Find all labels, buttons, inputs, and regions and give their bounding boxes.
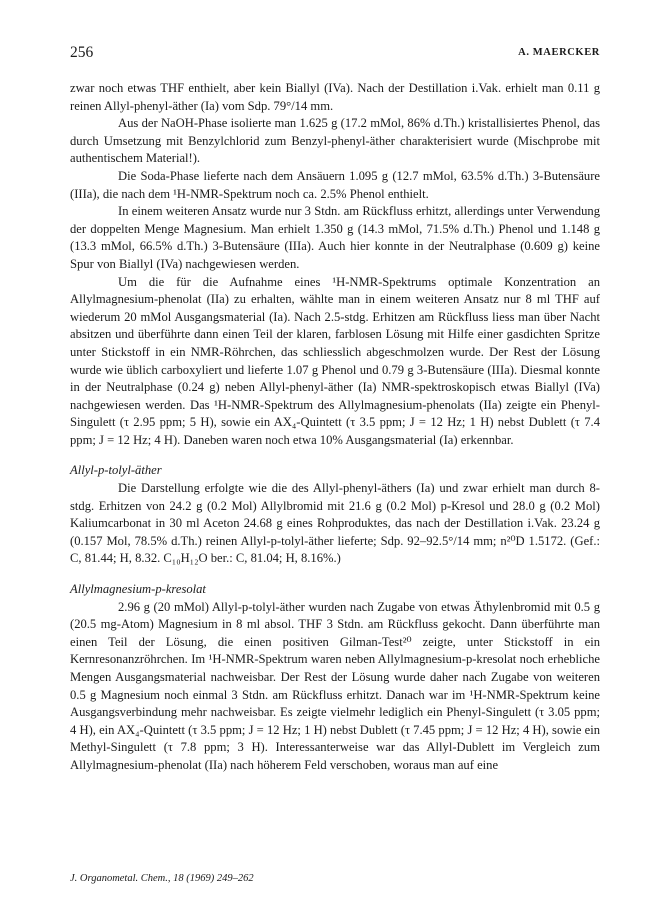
page-number: 256: [70, 44, 94, 61]
paragraph: Aus der NaOH-Phase isolierte man 1.625 g (17.2 mMol, 86% d.Th.) kristallisiertes Phenol, das durch Umsetzung mit Benzylchlorid zum Benzyl-phenyl-äther charakterisiert wurde (Mischprobe mit authentischem Material!).: [70, 116, 600, 166]
paragraph: Die Darstellung erfolgte wie die des Allyl-phenyl-äthers (Ia) und zwar erhielt man durch 8-stdg. Erhitzen von 24.2 g (0.2 Mol) Allylbromid mit 21.6 g (0.2 Mol) p-Kresol und 28.0 g (0.2 Mol) Kaliumcarbonat in 30 ml Aceton 24.68 g eines Rohproduktes, das nach der Destillation i.Vak. 23.24 g (0.157 Mol, 78.5% d.Th.) reinen Allyl-p-tolyl-äther lieferte; Sdp. 92–92.5°/14 mm; n²⁰D 1.5172. (Gef.: C, 81.44; H, 8.32. C₁₀H₁₂O ber.: C, 81.04; H, 8.16%.): [70, 481, 600, 566]
paragraph: zwar noch etwas THF enthielt, aber kein Biallyl (IVa). Nach der Destillation i.Vak. erhielt man 0.11 g reinen Allyl-phenyl-äther (Ia) vom Sdp. 79°/14 mm.: [70, 81, 600, 113]
paragraph: 2.96 g (20 mMol) Allyl-p-tolyl-äther wurden nach Zugabe von etwas Äthylenbromid mit 0.5 g (20.5 mg-Atom) Magnesium in 8 ml absol. THF 3 Stdn. am Rückfluss gekocht. Dann überführte man einen Teil der Lösung, die einen positiven Gilman-Test²⁰ zeigte, unter Stickstoff in ein Kernresonanzröhrchen. Im ¹H-NMR-Spektrum waren neben Allylmagnesium-p-kresolat noch erhebliche Mengen Ausgangsmaterial nachweisbar. Der Rest der Lösung wurde daher nach Zugabe von weiteren 0.5 g Magnesium noch einmal 3 Stdn. am Rückfluss erhitzt. Danach war im ¹H-NMR-Spektrum keine Ausgangsverbindung mehr nachweisbar. Es zeigte vielmehr lediglich ein Phenyl-Singulett (τ 3.05 ppm; 4 H), ein AX₄-Quintett (τ 3.5 ppm; J = 12 Hz; 1 H) nebst Dublett (τ 7.45 ppm; J = 12 Hz; 4 H), sowie ein Methyl-Singulett (τ 7.8 ppm; 3 H). Interessanterweise war das Allyl-Dublett im Vergleich zum Allylmagnesium-phenolat (IIa) nach höherem Feld verschoben, woraus man auf eine: [70, 599, 600, 772]
article-body: [70, 80, 600, 775]
section-title: Allyl-p-tolyl-äther: [70, 463, 162, 478]
paragraph: In einem weiteren Ansatz wurde nur 3 Stdn. am Rückfluss erhitzt, allerdings unter Verwendung der doppelten Menge Magnesium. Man erhielt 1.350 g (14.3 mMol, 71.5% d.Th.) Phenol und 1.148 g (13.3 mMol, 66.5% d.Th.) 3-Butensäure (IIIa). Auch hier konnte in der Neutralphase (0.609 g) keine Spur von Biallyl (IVa) nachgewiesen werden.: [70, 204, 600, 271]
paragraph: Die Soda-Phase lieferte nach dem Ansäuern 1.095 g (12.7 mMol, 63.5% d.Th.) 3-Butensäure (IIIa), die nach dem ¹H-NMR-Spektrum noch ca. 2.5% Phenol enthielt.: [70, 168, 600, 201]
paragraph: Um die für die Aufnahme eines ¹H-NMR-Spektrums optimale Konzentration an Allylmagnesium-phenolat (IIa) zu erhalten, wählte man in einem weiteren Ansatz nur 8 ml THF auf wiederum 20 mMol Ausgangsmaterial (Ia). Nach 2.5-stdg. Erhitzen am Rückfluss liess man über Nacht absitzen und überführte dann einen Teil der klaren, farblosen Lösung mit Hilfe einer gasdichten Spritze unter Stickstoff in ein NMR-Röhrchen, das schliesslich abgeschmolzen wurde. Der Rest der Lösung wurde wie üblich carboxyliert und lieferte 1.07 g Phenol und 0.79 g 3-Butensäure (IIIa). Diesmal konnte in der Neutralphase (0.24 g) neben Allyl-phenyl-äther (Ia) NMR-spektroskopisch etwas Biallyl (IVa) nachgewiesen werden. Das ¹H-NMR-Spektrum des Allylmagnesium-phenolats (IIa) zeigte ein Phenyl-Singulett (τ 2.95 ppm; 5 H), sowie ein AX₄-Quintett (τ 3.5 ppm; J = 12 Hz; 1 H) nebst Dublett (τ 7.4 ppm; J = 12 Hz; 4 H). Daneben waren noch etwa 10% Ausgangsmaterial (Ia) erkennbar.: [70, 274, 600, 447]
running-head: A. MAERCKER: [518, 47, 600, 58]
page-header: [70, 44, 600, 64]
journal-citation: J. Organometal. Chem., 18 (1969) 249–262: [70, 873, 254, 884]
section-title: Allylmagnesium-p-kresolat: [70, 582, 206, 597]
